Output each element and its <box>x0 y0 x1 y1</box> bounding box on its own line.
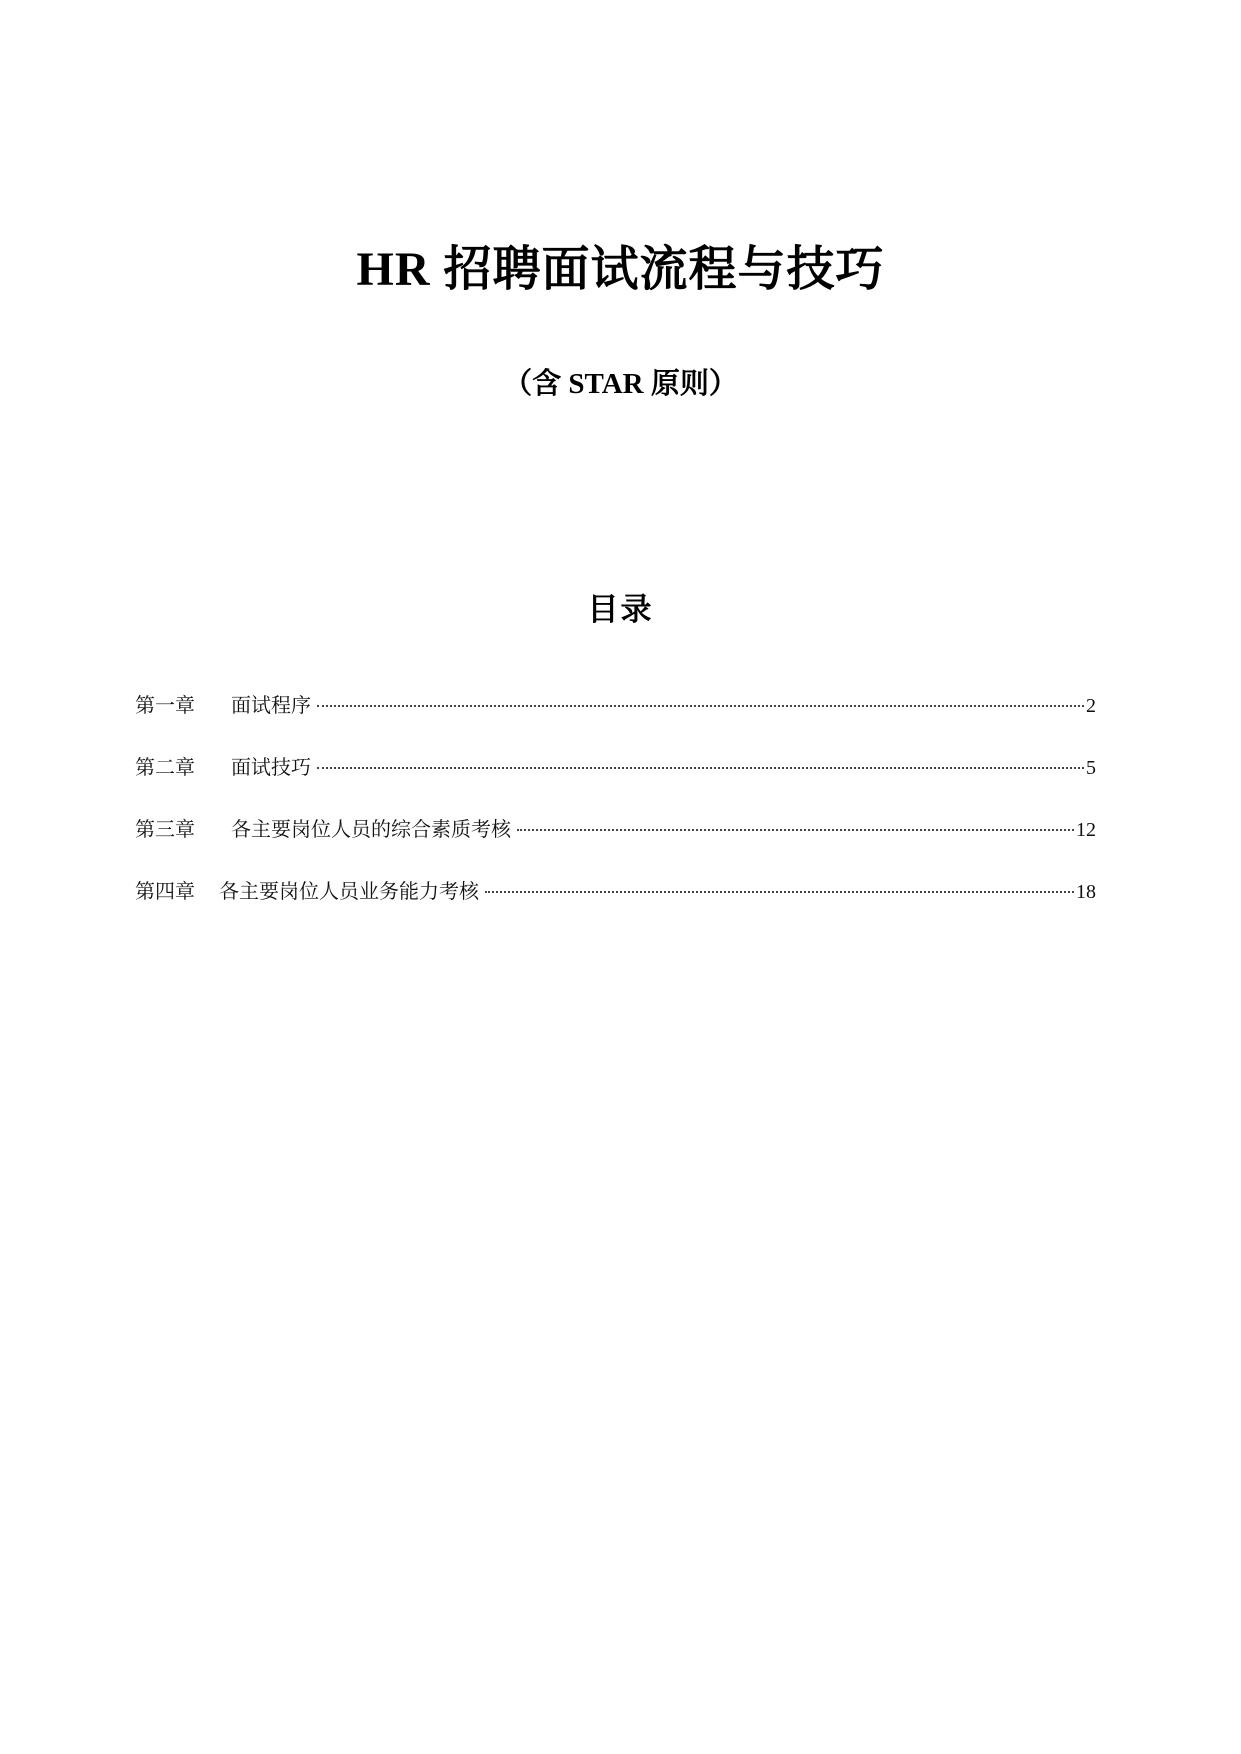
toc-dot-leader <box>317 705 1084 707</box>
toc-page-number: 18 <box>1076 881 1096 903</box>
toc-entry-chapter-1[interactable] <box>135 692 1096 754</box>
toc-page-number: 2 <box>1086 695 1096 717</box>
document-subtitle: （含 STAR 原则） <box>503 368 738 400</box>
toc-chapter-title: 面试程序 <box>231 695 311 717</box>
toc-page-number: 12 <box>1076 819 1096 841</box>
toc-chapter-number: 第二章 <box>135 757 195 779</box>
toc-heading: 目录 <box>587 592 654 627</box>
toc-chapter-title: 各主要岗位人员业务能力考核 <box>219 881 479 903</box>
toc-chapter-number: 第四章 <box>135 881 195 903</box>
toc-entry-chapter-2[interactable] <box>135 754 1096 816</box>
toc-dot-leader <box>517 829 1074 831</box>
toc-chapter-title: 各主要岗位人员的综合素质考核 <box>231 819 511 841</box>
toc-dot-leader <box>317 767 1084 769</box>
document-title: HR 招聘面试流程与技巧 <box>356 243 885 296</box>
toc-chapter-number: 第三章 <box>135 819 195 841</box>
toc-entry-chapter-3[interactable] <box>135 816 1096 878</box>
toc-entry-chapter-4[interactable] <box>135 878 1096 940</box>
table-of-contents <box>135 692 1096 940</box>
toc-chapter-title: 面试技巧 <box>231 757 311 779</box>
toc-page-number: 5 <box>1086 757 1096 779</box>
toc-dot-leader <box>485 891 1074 893</box>
toc-chapter-number: 第一章 <box>135 695 195 717</box>
